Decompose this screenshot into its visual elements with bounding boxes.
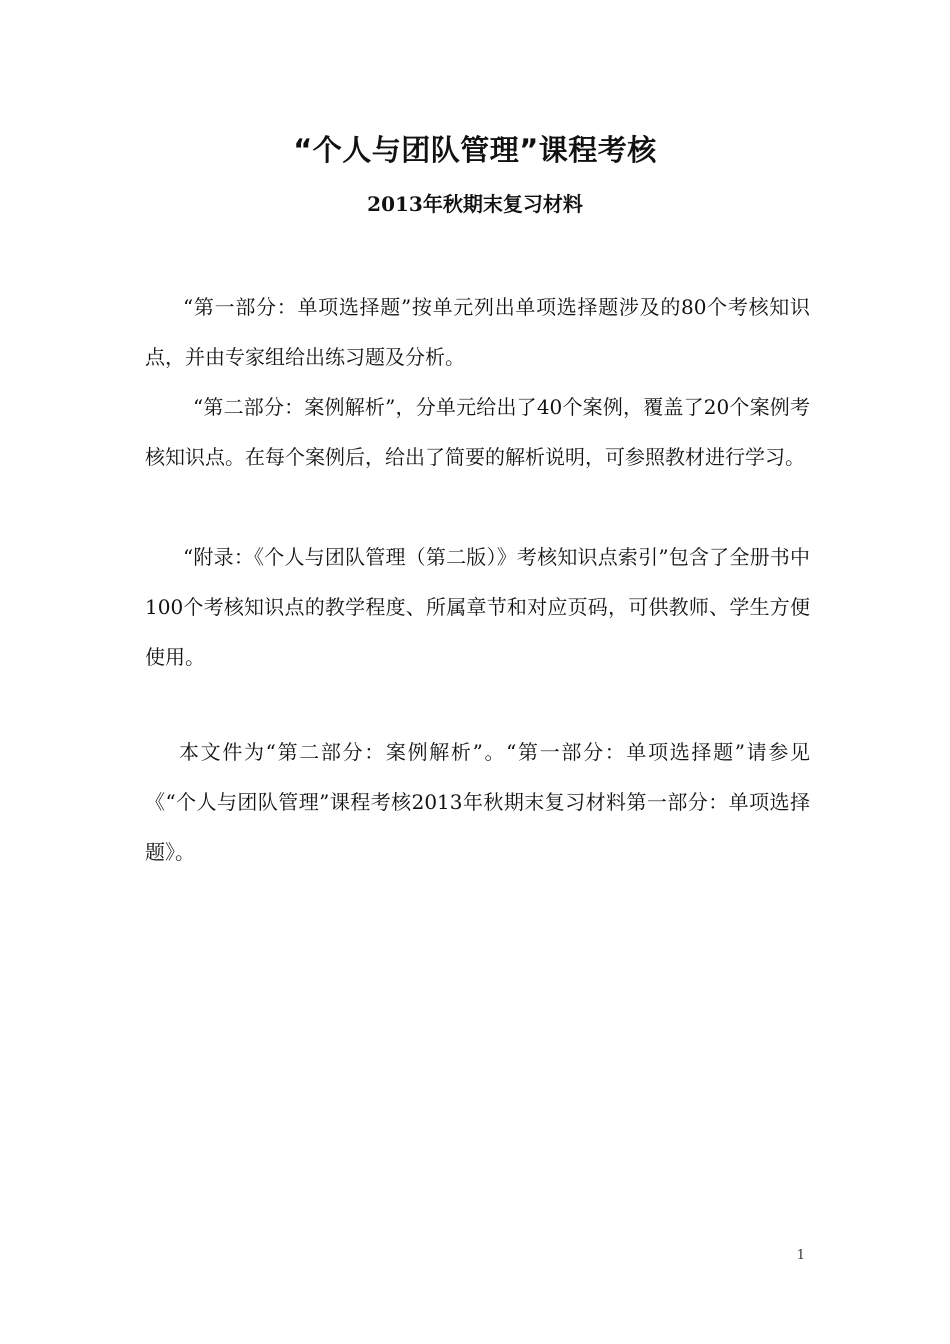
page-number: 1	[796, 1248, 805, 1263]
document-title: “个人与团队管理”课程考核	[293, 133, 657, 167]
paragraph-appendix: “附录：《个人与团队管理（第二版）》考核知识点索引”包含了全册书中100个考核知识点的教学程度、所属章节和对应页码，可供教师、学生方便使用。	[145, 545, 810, 669]
paragraph-file-note: 本文件为“第二部分：案例解析”。“第一部分：单项选择题”请参见《“个人与团队管理”课程考核2013年秋期末复习材料第一部分：单项选择题》。	[145, 740, 810, 864]
paragraph-part-two: “第二部分：案例解析”，分单元给出了40个案例，覆盖了20个案例考核知识点。在每个案例后，给出了简要的解析说明，可参照教材进行学习。	[145, 395, 810, 469]
paragraph-part-one: “第一部分：单项选择题”按单元列出单项选择题涉及的80个考核知识点，并由专家组给出练习题及分析。	[145, 295, 810, 369]
document-subtitle: 2013年秋期末复习材料	[367, 192, 583, 216]
